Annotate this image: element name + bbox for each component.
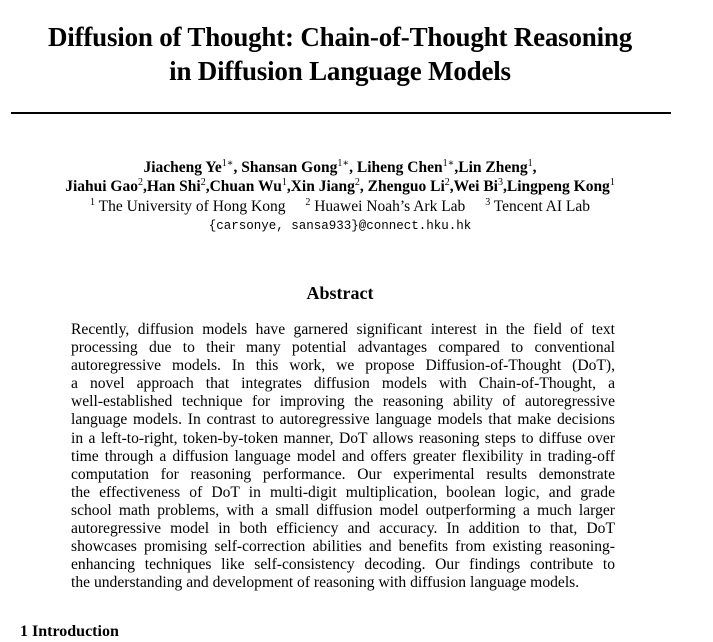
author: Wei Bi$^3$	[453, 177, 503, 195]
abstract-line: Recently, diffusion models have garnered significant interest in the field of text	[71, 321, 615, 338]
title-line-2: in Diffusion Language Models	[169, 56, 511, 86]
abstract-body	[71, 321, 615, 592]
author: Jiahui Gao$^2$	[65, 177, 143, 195]
author: Lingpeng Kong$^1$	[506, 177, 615, 195]
abstract-line: processing due to their many potential advantages compared to conventional	[71, 339, 615, 357]
author: Liheng Chen$^{1∗}$	[356, 158, 455, 176]
author: Lin Zheng$^1$	[458, 158, 533, 176]
contact-email: {carsonye, sansa933}@connect.hku.hk	[208, 219, 472, 233]
affiliation: $^2$ Huawei Noah’s Ark Lab	[305, 197, 466, 215]
author-list	[10, 158, 670, 196]
abstract-line: time through a diffusion language model and offers greater flexibility in trading-off	[71, 447, 615, 465]
author: Zhenguo Li$^2$	[367, 177, 450, 195]
author: Jiacheng $Ye^{1∗}$	[143, 158, 234, 176]
abstract-line: computation for reasoning performance. Our experimental results demonstrate	[71, 465, 615, 483]
author-line-2: Jiahui Gao$^2$,Han Shi$^2$,Chuan Wu$^1$,Xin Jiang$^2$, Zhenguo Li$^2$,Wei Bi$^3$,Lingpeng Kong$^1$	[65, 177, 615, 195]
abstract-line: showcases promising self-correction abilities and benefits from existing reasoning-	[71, 538, 615, 556]
abstract-line: well-established technique for improving the reasoning ability of autoregressive	[71, 393, 615, 411]
abstract-line: the understanding and development of reasoning with diffusion language models.	[71, 574, 580, 592]
abstract-heading: Abstract	[306, 283, 374, 303]
abstract-line: language models. In contrast to autoregressive language models that make decisions	[71, 411, 615, 429]
abstract-line: a novel approach that integrates diffusion models with Chain-of-Thought, a	[71, 375, 615, 393]
abstract-line: autoregressive models. In this work, we propose Diffusion-of-Thought (DoT),	[71, 357, 615, 375]
abstract-line: school math problems, with a small diffusion model outperforming a much larger	[71, 501, 615, 519]
abstract-line: the effectiveness of DoT in multi-digit multiplication, boolean logic, and grade	[71, 483, 615, 501]
paper-title	[10, 20, 670, 88]
author-line-1: Jiacheng $Ye^{1∗}$, Shansan Gong$^{1∗}$, Liheng Chen$^{1∗}$,Lin Zheng$^1$,	[143, 158, 537, 176]
abstract-line: enhancing techniques like self-consistency decoding. Our findings contribute to	[71, 556, 615, 574]
title-rule	[11, 112, 671, 114]
affiliation: $^3$ Tencent AI Lab	[485, 197, 590, 215]
abstract-line: autoregressive model in both efficiency and accuracy. In addition to that, DoT	[71, 520, 615, 538]
section-heading-introduction: 1 Introduction	[20, 623, 119, 640]
author: Shansan Gong$^{1∗}$	[241, 158, 350, 176]
affiliation: $^1$ The University of Hong Kong	[90, 197, 286, 215]
author: Chuan Wu$^1$	[209, 177, 287, 195]
title-line-1: Diffusion of Thought: Chain-of-Thought Reasoning	[47, 22, 633, 52]
author: Han Shi$^2$	[146, 177, 206, 195]
abstract-line: in a left-to-right, token-by-token manner, DoT allows reasoning steps to diffuse over	[71, 429, 615, 447]
affiliation-list	[10, 197, 670, 216]
author: Xin Jiang$^2$	[290, 177, 360, 195]
